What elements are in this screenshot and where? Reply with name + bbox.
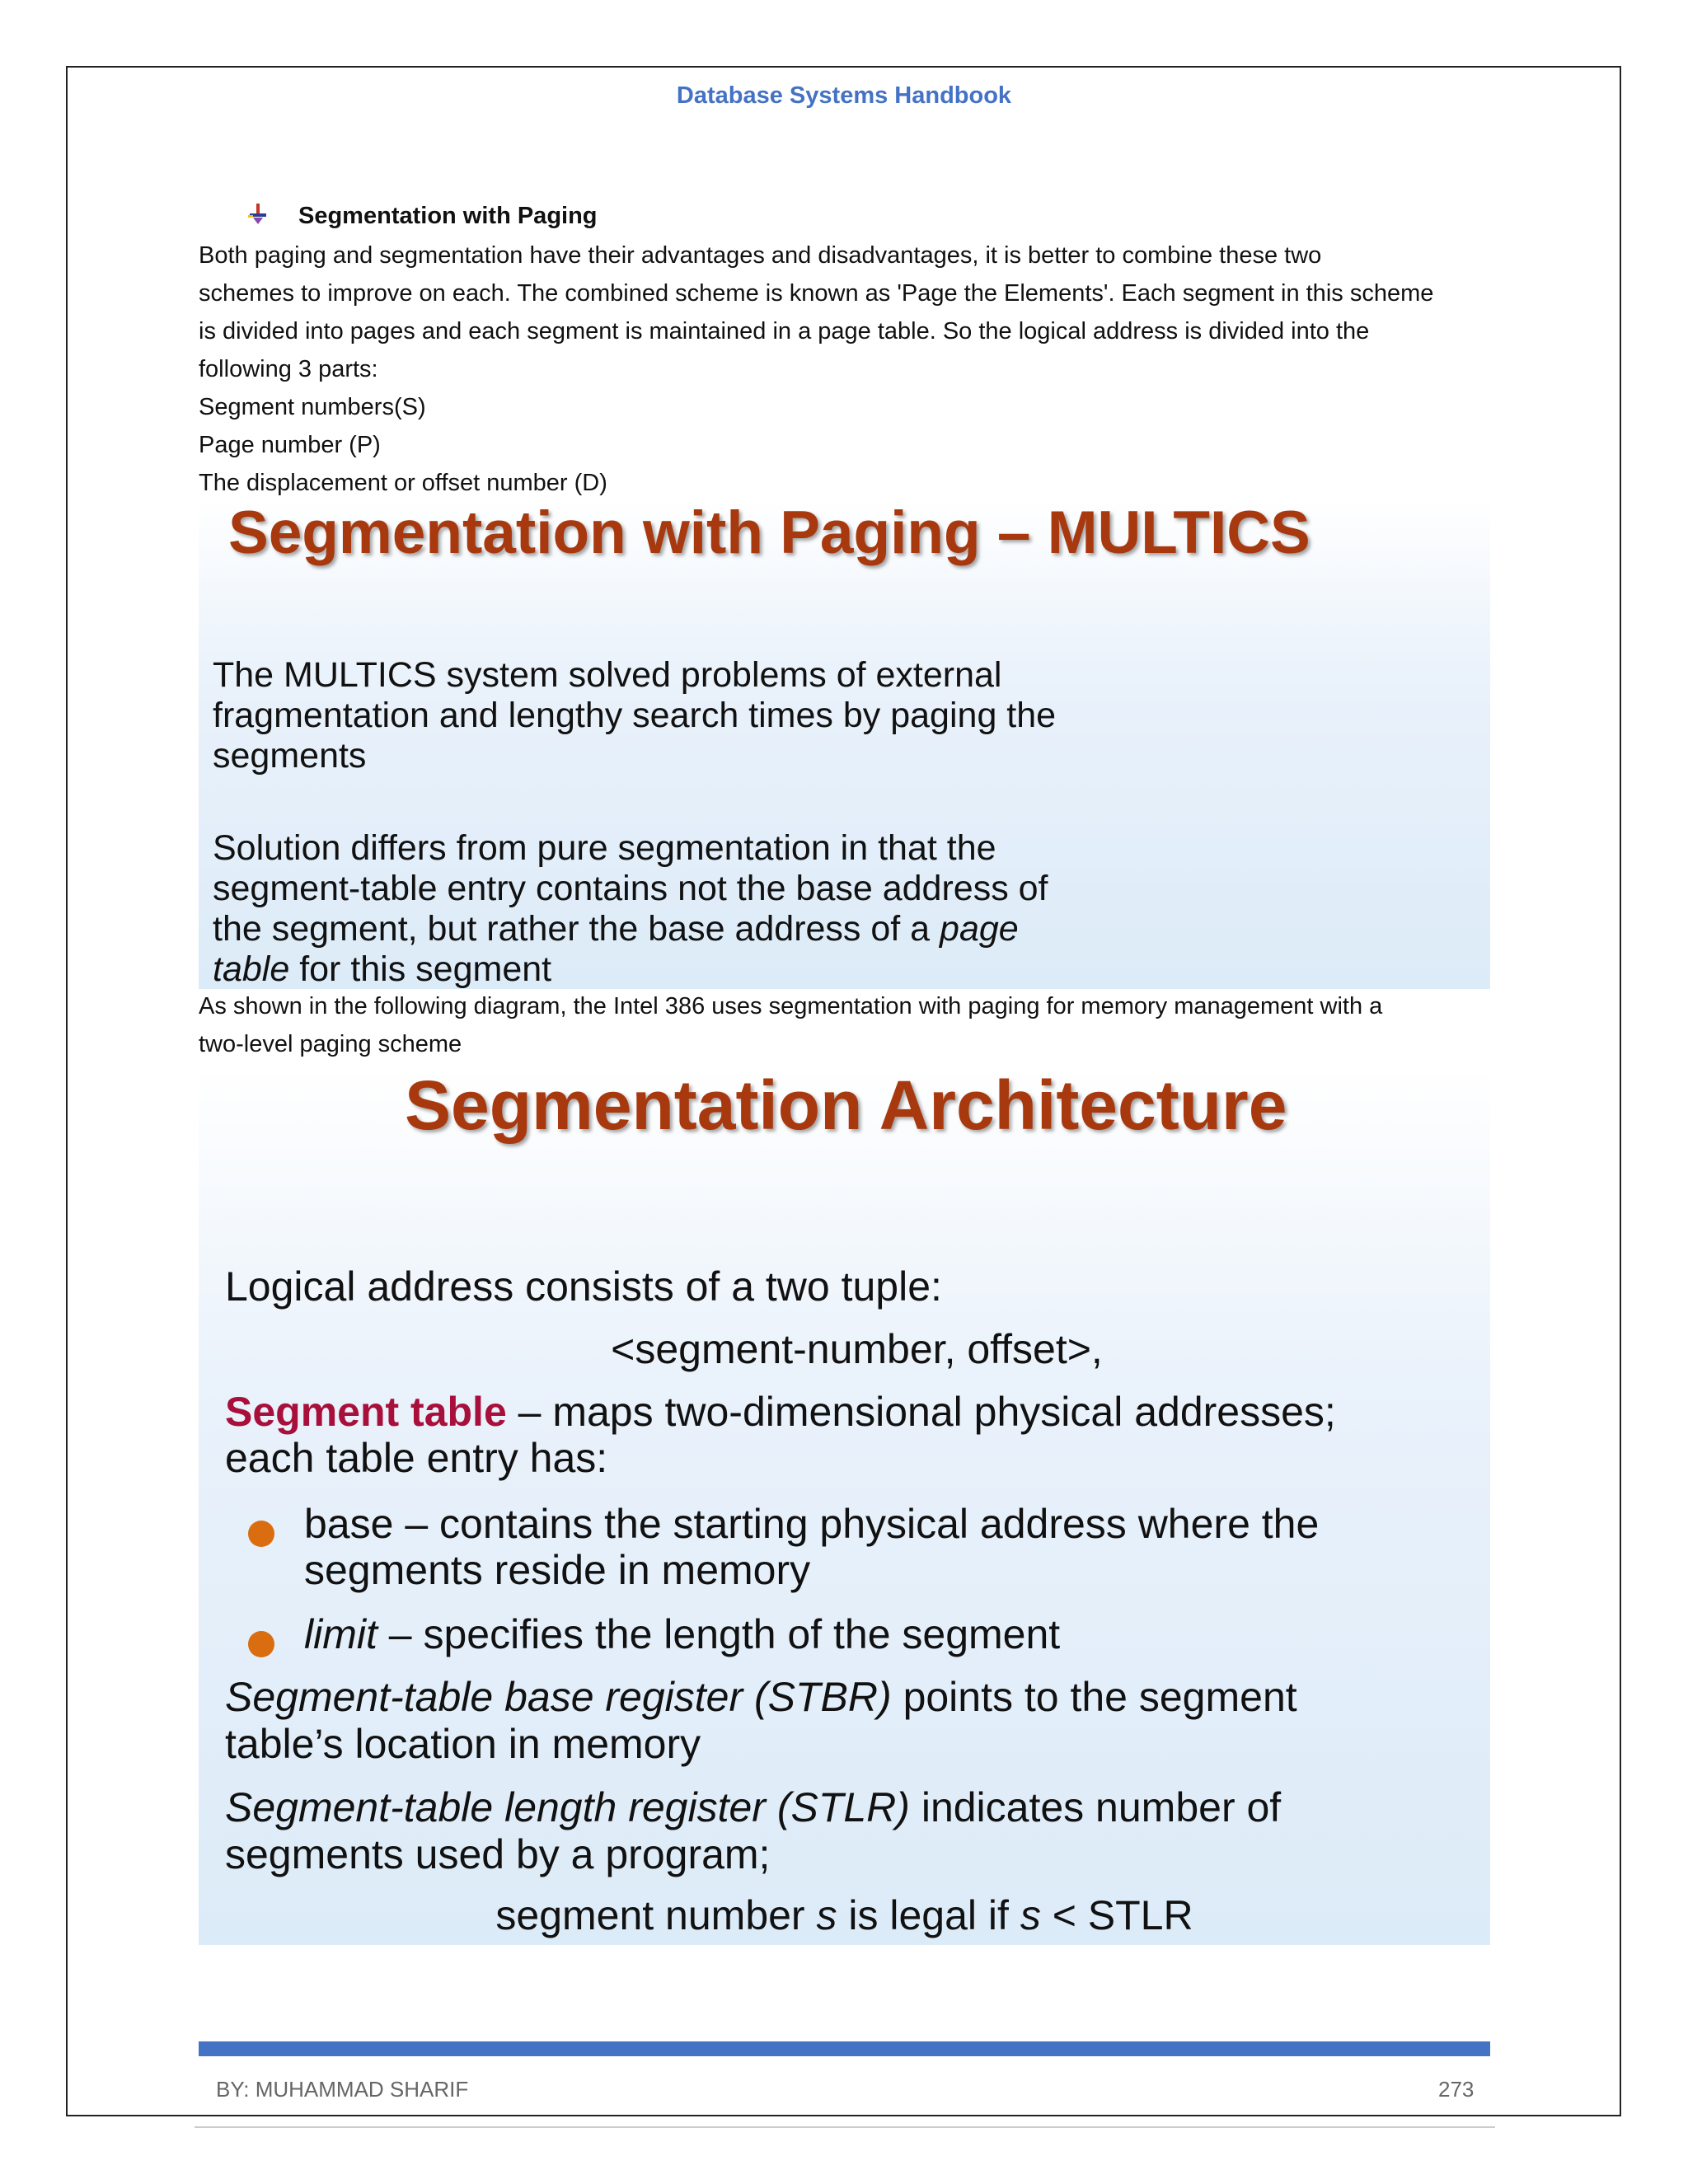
slide-line: Solution differs from pure segmentation in that the [213, 828, 996, 868]
intro-line: schemes to improve on each. The combined scheme is known as 'Page the Elements'. Each segment in this scheme [199, 280, 1434, 307]
bullet-dot [248, 1521, 274, 1547]
intro-line: following 3 parts: [199, 356, 378, 382]
section-heading-text: Segmentation with Paging [298, 203, 598, 229]
slide-text: points to the segment [891, 1674, 1297, 1720]
running-header: Database Systems Handbook [676, 82, 1012, 109]
slide-line [213, 909, 1202, 949]
italic-term: table [213, 949, 290, 989]
stlr-line [225, 1784, 1281, 1831]
slide-paragraph [213, 828, 1202, 990]
intro-line: is divided into pages and each segment is maintained in a page table. So the logical address is divided into the [199, 318, 1370, 344]
slide-title: Segmentation Architecture [405, 1066, 1287, 1144]
intro-line: Segment numbers(S) [199, 394, 426, 420]
intro-line: The displacement or offset number (D) [199, 470, 607, 496]
slide-line [213, 949, 1202, 990]
slide-multics [199, 499, 1490, 989]
bullet-line: segments reside in memory [304, 1547, 811, 1593]
bottom-rule [195, 2126, 1495, 2128]
italic-term: s [1020, 1892, 1041, 1938]
bullet-dot [248, 1631, 274, 1657]
slide-text: segment number [495, 1892, 817, 1938]
slide-text: the segment, but rather the base address of a [213, 909, 940, 949]
footer-bar [199, 2041, 1490, 2056]
slide-line: segments [213, 736, 367, 776]
slide-text: indicates number of [909, 1784, 1282, 1830]
legal-condition-line [199, 1892, 1490, 1939]
tuple-line: <segment-number, offset>, [611, 1326, 1103, 1372]
slide-line: The MULTICS system solved problems of external [213, 655, 1002, 695]
intro-line: Page number (P) [199, 432, 381, 458]
stbr-line [225, 1674, 1297, 1721]
slide-text: is legal if [837, 1892, 1020, 1938]
slide-text: – maps two-dimensional physical addresses; [506, 1389, 1336, 1435]
italic-term: s [816, 1892, 837, 1938]
slide-line: segments used by a program; [225, 1831, 771, 1877]
italic-term: limit [304, 1611, 377, 1657]
slide-line: segment-table entry contains not the base address of [213, 869, 1048, 908]
slide-paragraph [213, 655, 1202, 776]
diagram-caption [199, 987, 1493, 1063]
slide-line: each table entry has: [225, 1435, 608, 1481]
italic-term: page [940, 909, 1019, 949]
caption-line: two-level paging scheme [199, 1031, 462, 1057]
slide-text: < STLR [1040, 1892, 1193, 1938]
slide-text: – specifies the length of the segment [377, 1611, 1061, 1657]
bullet-line: base – contains the starting physical address where the [304, 1501, 1320, 1547]
slide-line: fragmentation and lengthy search times by paging the [213, 696, 1057, 735]
bullet-line [304, 1611, 1060, 1658]
italic-term: Segment-table base register (STBR) [225, 1674, 892, 1720]
slide-segmentation-architecture [199, 1066, 1490, 1945]
slide-line: Logical address consists of a two tuple: [225, 1263, 942, 1310]
slide-text: for this segment [289, 949, 552, 989]
segment-table-line [225, 1389, 1336, 1436]
section-heading [247, 203, 598, 230]
page-number: 273 [1438, 2077, 1475, 2102]
italic-term: Segment-table length register (STLR) [225, 1784, 910, 1830]
footer-author: BY: MUHAMMAD SHARIF [216, 2077, 469, 2102]
slide-title: Segmentation with Paging – MULTICS [228, 499, 1311, 566]
caption-line: As shown in the following diagram, the Intel 386 uses segmentation with paging for memory management with a [199, 993, 1383, 1019]
slide-line: table’s location in memory [225, 1721, 701, 1767]
segment-table-term: Segment table [225, 1389, 507, 1435]
intro-line: Both paging and segmentation have their advantages and disadvantages, it is better to combine these two [199, 242, 1322, 269]
intro-paragraph [199, 237, 1493, 502]
